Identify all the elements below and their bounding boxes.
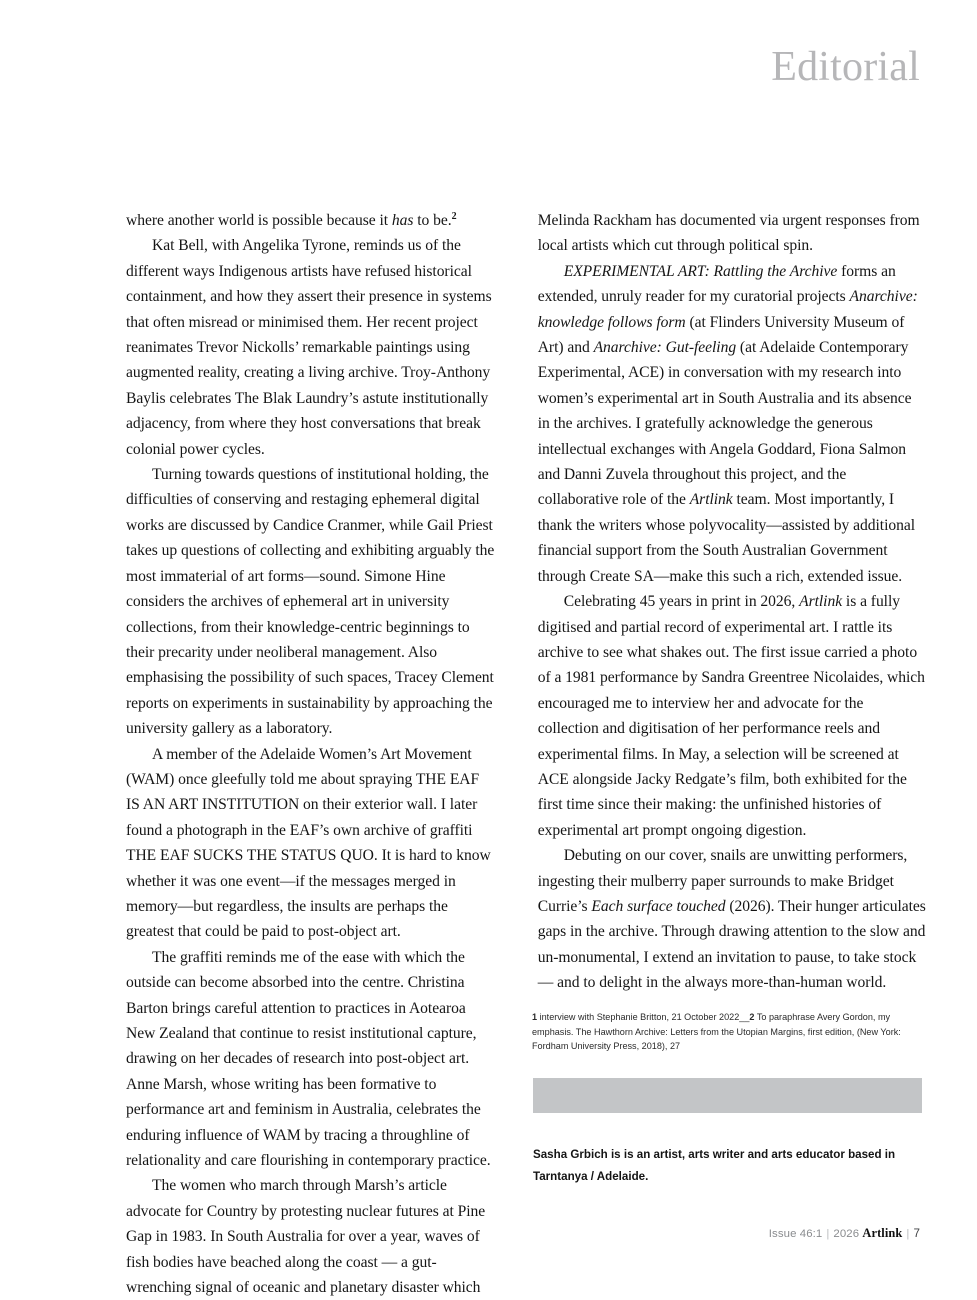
paragraph: EXPERIMENTAL ART: Rattling the Archive forms an extended, unruly reader for my curatorial projects Anarchive: knowledge follows form (at Flinders University Museum of Art) and Anarchive: Gut-feeling (at Adelaide Contemporary Experimental, ACE) in conversation with my research into women’s experimental art in South Australia and its absence in the archives. I gratefully acknowledge the generous intellectual exchanges with Angela Goddard, Fiona Salmon and Danni Zuvela throughout this project, and the collaborative role of the Artlink team. Most importantly, I thank the writers whose polyvocality—assisted by additional financial support from the South Australian Government through Create SA—make this such a rich, extended issue. [537,262,918,585]
footnotes: 1 interview with Stephanie Britton, 21 October 2022__2 To paraphrase Avery Gordon, my emphasis. The Hawthorn Archive: Letters from the Utopian Margins, first edition, (New York: Fordham University Press, 2018), 27 [532,1012,901,1052]
paragraph: Debuting on our cover, snails are unwitting performers, ingesting their mulberry paper surrounds to make Bridget Currie’s Each surface touched (2026). Their hunger articulates gaps in the archive. Through drawing attention to the slow and un-monumental, I extend an invitation to pause, to take stock — and to delight in the always more-than-human world. [537,847,926,992]
footer-separator: | [906,1228,910,1240]
page-title: Editorial [771,44,920,90]
paragraph: Melinda Rackham has documented via urgent responses from local artists which cut through political spin. [537,212,920,255]
footer-separator: | [826,1228,830,1240]
paragraph: Turning towards questions of institutional holding, the difficulties of conserving and restaging ephemeral digital works are discussed by Candice Cranmer, while Gail Priest takes up questions of collecting and exhibiting arguably the most immaterial of art forms—sound. Simone Hine considers the archives of ephemeral art in university collections, from their knowledge-centric beginnings to their precarity under neoliberal management. Also emphasising the possibility of such spaces, Tracey Clement reports on experiments in sustainability by approaching the university gallery as a laboratory. [126,466,495,738]
grey-placeholder-bar [533,1078,922,1113]
paragraph: The women who march through Marsh’s article advocate for Country by protesting nuclear futures at Pine Gap in 1983. In South Australia for over a year, waves of fish bodies have beached along the coast — a gut-wrenching signal of oceanic and planetary disaster which [126,1177,486,1297]
left-column [126,208,497,1300]
paragraph: A member of the Adelaide Women’s Art Movement (WAM) once gleefully told me about spraying THE EAF IS AN ART INSTITUTION on their exterior wall. I later found a photograph in the EAF’s own archive of graffiti THE EAF SUCKS THE STATUS QUO. It is hard to know whether it was one event—if the messages merged in memory—but regardless, the insults are perhaps the greatest that could be paid to post-object art. [126,745,491,941]
paragraph: Celebrating 45 years in print in 2026, Artlink is a fully digitised and partial record of experimental art. I rattle its archive to see what shakes out. The first issue carried a photo of a 1981 performance by Sandra Greentree Nicolaides, which encouraged me to interview her and advocate for the collection and digitisation of her performance reels and experimental films. In May, a selection will be screened at ACE alongside Jacky Redgate’s film, both exhibited for the first time since their making: the unfinished histories of experimental art prompt ongoing digestion. [537,593,925,839]
page-footer [769,1226,920,1241]
footer-issue: Issue 46:1 [768,1228,823,1240]
footer-page-number: 7 [913,1227,920,1240]
author-bio: Sasha Grbich is is an artist, arts writer and arts educator based in Tarntanya / Adelaide. [533,1148,896,1183]
paragraph: The graffiti reminds me of the ease with which the outside can become absorbed into the centre. Christina Barton brings careful attention to practices in Aotearoa New Zealand that continue to resist institutional capture, drawing on her decades of research into post-object art. Anne Marsh, whose writing has been formative to performance art and feminism in Australia, celebrates the enduring influence of WAM by tracing a throughline of relationality and care flourishing in contemporary practice. [126,948,491,1170]
article-body [126,208,926,1300]
right-column [538,208,926,1300]
footer-year: 2026 [833,1228,860,1240]
footer-brand: Artlink [862,1226,903,1240]
paragraph: Kat Bell, with Angelika Tyrone, reminds us of the different ways Indigenous artists have refused historical containment, and how they assert their presence in systems that often misread or minimised them. Her recent project reanimates Trevor Nickolls’ remarkable paintings using augmented reality, creating a living archive. Troy-Anthony Baylis celebrates The Blak Laundry’s astute institutionally adjacency, from where they host conversations that break colonial power cycles. [126,237,492,458]
paragraph: where another world is possible because it has to be.$^2$ [126,210,457,229]
